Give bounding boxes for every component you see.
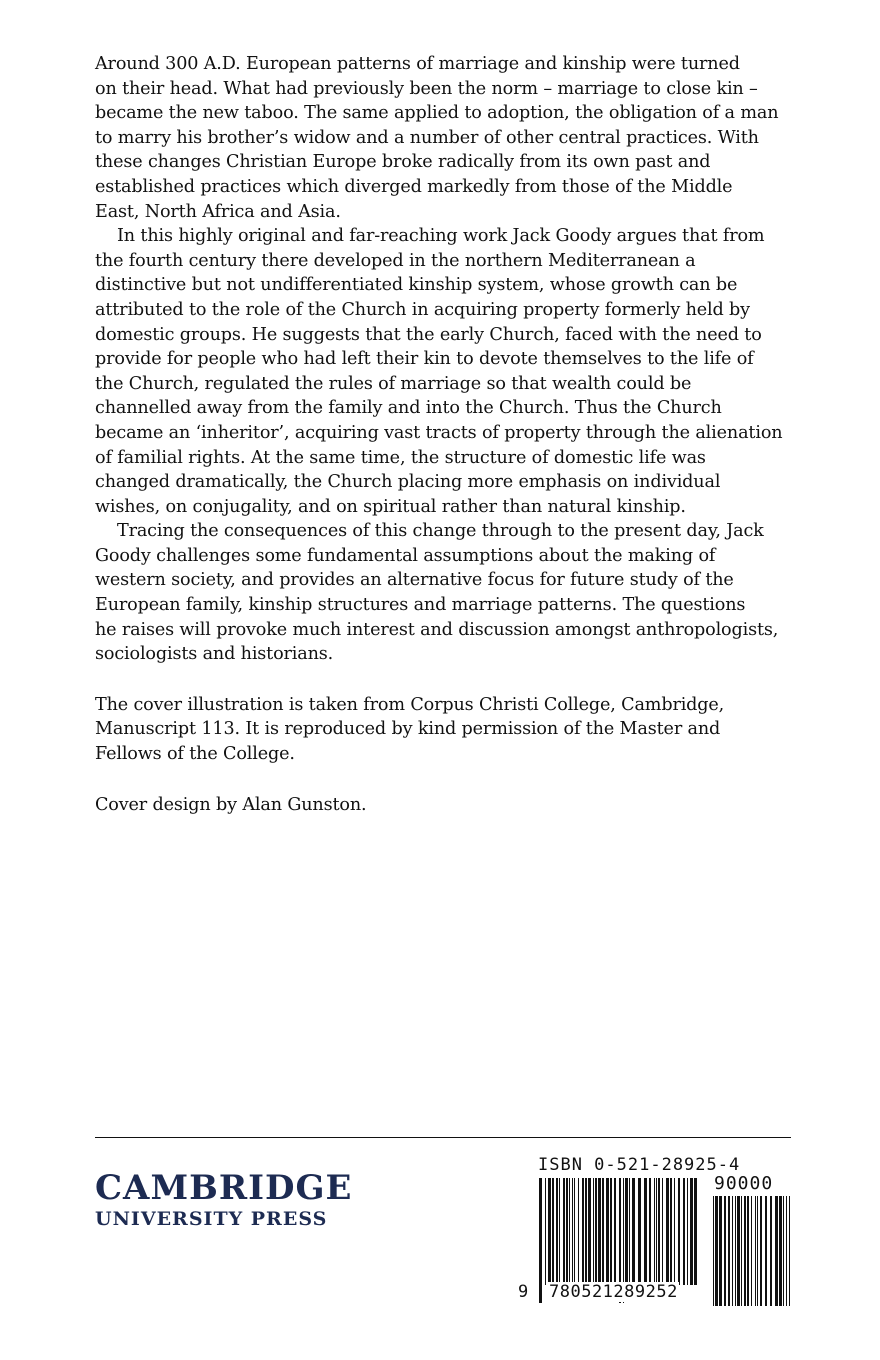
barcode-bar [678,1178,680,1285]
barcode-bar [765,1196,767,1306]
cover-note-line: The cover illustration is taken from Corpus Christi College, Cambridge, [95,694,725,715]
blurb-line: channelled away from the family and into the Church. Thus the Church [95,398,722,419]
barcode-bar [666,1178,669,1285]
barcode-bar [632,1178,635,1285]
publisher-name-line1: CAMBRIDGE [95,1168,353,1208]
barcode-bar [687,1178,688,1285]
blurb-line: provide for people who had left their kin to devote themselves to the life of [95,349,754,370]
barcode-bar [588,1178,591,1285]
paragraph-gap [95,667,807,693]
blurb-line: western society, and provides an alternative focus for future study of the [95,570,734,591]
ean-prefix-digit: 9 [518,1282,529,1302]
blurb-line: wishes, on conjugality, and on spiritual rather than natural kinship. [95,496,686,517]
barcode-bar [757,1196,758,1306]
barcode-bar [786,1196,787,1306]
barcode-bar [582,1178,584,1285]
barcode-bar [789,1196,790,1306]
barcode-bar [713,1196,714,1306]
blurb-line: established practices which diverged markedly from those of the Middle [95,176,733,197]
blurb-line: sociologists and historians. [95,644,334,665]
barcode-bar [728,1196,730,1306]
barcode-bar [719,1196,722,1306]
publisher-logo [95,1168,352,1230]
barcode-bar [715,1196,718,1306]
barcode-bar [552,1178,554,1285]
ean-digits: 780521289252 [549,1282,678,1302]
barcode-bar [559,1178,560,1285]
barcode-bar [656,1178,657,1285]
barcode-bar [572,1178,573,1285]
barcode-bar [737,1196,740,1306]
barcode-bar [539,1178,542,1303]
blurb-line: European family, kinship structures and marriage patterns. The questions [95,595,746,616]
publisher-name-line2: UNIVERSITY PRESS [95,1208,328,1230]
barcode-bar [783,1196,784,1306]
barcode-bar [644,1178,647,1285]
price-code: 90000 [714,1173,774,1194]
barcode-bar [654,1178,655,1285]
barcode-bar [602,1178,604,1285]
barcode-bar [694,1178,697,1285]
blurb-line: these changes Christian Europe broke radically from its own past and [95,152,711,173]
blurb-line: attributed to the role of the Church in acquiring property formerly held by [95,299,750,320]
barcode-bar [593,1178,594,1285]
barcode-bar [662,1178,663,1285]
barcode-bar [683,1178,685,1285]
blurb-line: Around 300 A.D. European patterns of marriage and kinship were turned [95,54,740,74]
barcode-bar [610,1178,612,1285]
barcode-bar [545,1178,546,1285]
blurb-line: In this highly original and far-reaching work Jack Goody argues that from [117,226,765,247]
barcode-bar [585,1178,587,1285]
barcode-bar [606,1178,609,1285]
barcode-bar [732,1196,733,1306]
barcode-bar [735,1196,736,1306]
barcode-bar [578,1178,579,1285]
barcode-bar [760,1196,762,1306]
cover-note-line: Fellows of the College. [95,744,295,765]
blurb-line: the fourth century there developed in the northern Mediterranean a [95,250,696,271]
price-addon-barcode [712,1196,792,1306]
barcode-bar [638,1178,641,1285]
barcode-bar [658,1178,660,1285]
blurb-line: became the new taboo. The same applied to adoption, the obligation of a man [95,103,779,124]
cover-note-line: Manuscript 113. It is reproduced by kind permission of the Master and [95,719,721,740]
barcode-bar [569,1178,570,1285]
isbn-label: ISBN 0-521-28925-4 [538,1155,741,1175]
barcode-bar [629,1178,630,1285]
barcode-bar [755,1196,756,1306]
barcode-bar [595,1178,597,1285]
barcode-bar [779,1196,782,1306]
back-cover-blurb [95,52,807,817]
barcode-bar [614,1178,616,1285]
barcode-bar [574,1178,575,1285]
barcode-bar [556,1178,558,1285]
barcode-bar [670,1178,672,1285]
barcode-bar [744,1196,746,1306]
barcode-bar [548,1178,551,1285]
blurb-line: Goody challenges some fundamental assumptions about the making of [95,545,716,566]
blurb-line: East, North Africa and Asia. [95,201,341,222]
barcode-bar [563,1178,565,1285]
blurb-line: domestic groups. He suggests that the early Church, faced with the need to [95,324,762,345]
barcode-bar [690,1178,693,1285]
design-credit: Cover design by Alan Gunston. [95,794,367,815]
barcode-bar [649,1178,651,1285]
barcode-bar [598,1178,601,1285]
barcode-bar [724,1196,726,1306]
blurb-line: on their head. What had previously been the norm – marriage to close kin – [95,78,758,99]
blurb-line: to marry his brother’s widow and a number of other central practices. With [95,127,759,148]
footer-rule [95,1137,791,1138]
barcode-bar [775,1196,778,1306]
blurb-line: Tracing the consequences of this change through to the present day, Jack [117,521,764,542]
blurb-line: the Church, regulated the rules of marriage so that wealth could be [95,373,692,394]
blurb-line: became an ‘inheritor’, acquiring vast tracts of property through the alienation [95,422,783,443]
barcode-bar [741,1196,742,1306]
blurb-line: changed dramatically, the Church placing more emphasis on individual [95,472,721,493]
blurb-line: he raises will provoke much interest and discussion amongst anthropologists, [95,619,779,640]
barcode-bar [770,1196,772,1306]
barcode-bar [674,1178,675,1285]
blurb-line: of familial rights. At the same time, the structure of domestic life was [95,447,706,468]
barcode-bar [566,1178,568,1285]
blurb-line: distinctive but not undifferentiated kinship system, whose growth can be [95,275,738,296]
barcode-bar [751,1196,752,1306]
barcode-bar [625,1178,628,1285]
paragraph-gap [95,767,807,793]
barcode-bar [747,1196,749,1306]
